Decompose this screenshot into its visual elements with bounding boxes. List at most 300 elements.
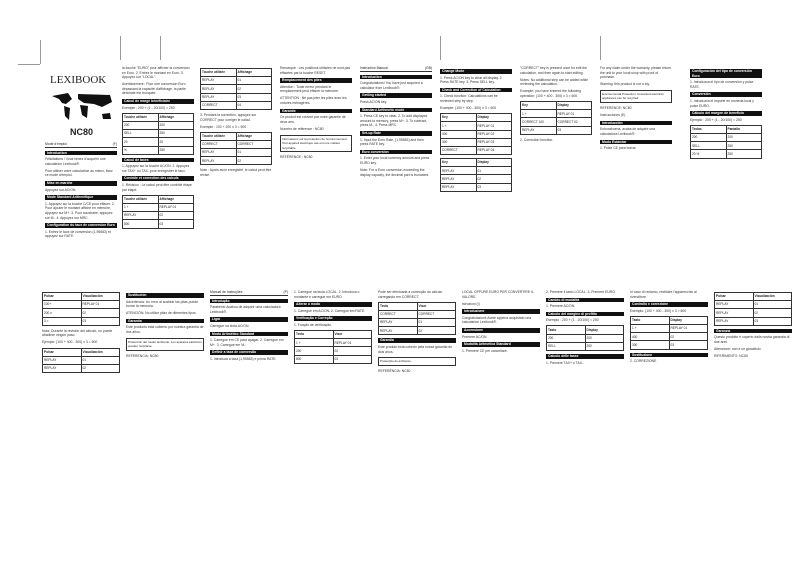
crop-mark (40, 40, 41, 64)
table-cell: REPLAY (201, 149, 237, 157)
table-row (43, 356, 120, 364)
paragraph: Attenzione: non è un giocattolo. (714, 347, 762, 352)
table-row (631, 316, 708, 324)
table-cell: 300 (631, 341, 670, 349)
model-name: NC80 (70, 127, 94, 137)
key-display-table (440, 113, 512, 155)
page-header-text: (GB) (424, 66, 432, 70)
crop-mark (440, 36, 441, 60)
section-heading: Getting started (360, 93, 432, 98)
table-cell: 250 (585, 342, 624, 350)
text-column (440, 66, 512, 195)
table-cell: 250 (158, 146, 194, 154)
section-heading: Calcul de taxes (122, 158, 194, 163)
paragraph: Félicitations ! Vous venez d'acquérir une calculatrice Lexibook®. (45, 157, 106, 166)
table-cell: REPLAY (441, 167, 477, 175)
paragraph: Example: you have entered the following operation: (100 + 400 - 300) x 3 = 600 (520, 89, 582, 98)
table-cell: 02 (81, 364, 120, 372)
section-heading: Garantía (126, 319, 204, 324)
section-heading: Sostituzione (630, 353, 708, 358)
section-heading: Modo Estándar (600, 140, 672, 145)
table-row (43, 309, 120, 317)
table-row (379, 310, 456, 318)
table-cell: REPLAY 01 (333, 339, 372, 347)
paragraph: ATTENTION : Ne pas jeter les piles avec les ordures ménagères. (280, 96, 347, 106)
table-cell: 20 (123, 138, 159, 146)
table-row (201, 69, 272, 77)
table-cell: Visor (333, 331, 372, 339)
table-cell: Affichage (158, 113, 194, 121)
section-heading: Change Mode (440, 69, 512, 74)
paragraph: Example: (100 + 400 - 300) x 3 = 600 (440, 106, 497, 111)
table-cell: 200 (726, 134, 762, 142)
table-cell: SELL (547, 342, 586, 350)
table-row (123, 130, 194, 138)
key-display-table (378, 302, 456, 336)
table-cell: 02 (236, 157, 272, 165)
table-cell: Pulsar (43, 348, 82, 356)
section-heading: Check and Correction of Calculation (440, 88, 512, 93)
table-cell: 03 (333, 355, 372, 363)
paragraph: 1. Premere CE per cancellare. (462, 348, 508, 353)
paragraph: Warning: this product is not a toy. (600, 82, 650, 87)
table-row (379, 327, 456, 335)
paragraph: 1. Enter your local currency amount and press EURO key. (360, 156, 430, 165)
section-heading: Introducción (600, 121, 672, 126)
section-heading: Modo Aritmético Standard (210, 332, 288, 337)
paragraph: 1. Carregue em AC/ON. 2. Carregue em RATE. (294, 308, 366, 313)
table-cell: 200 x (43, 309, 82, 317)
paragraph: Este produto está coberto pela nossa garantia de dois anos. (378, 345, 453, 354)
section-heading: Introdução (210, 299, 288, 304)
table-row (441, 122, 512, 130)
text-column (714, 290, 792, 361)
table-row (123, 146, 194, 154)
section-heading: Remplacement des piles (280, 78, 352, 83)
paragraph: Ejemplo: (100 + 400 - 300) x 3 = 600 (42, 340, 98, 345)
paragraph: Avertissement : Pour une conversion Euro dépassant la capacité d'affichage, la partie décimale est tronquée. (122, 82, 186, 96)
section-heading: Garantia (378, 338, 456, 343)
table-cell: CORRECT (201, 101, 237, 109)
table-cell: 02 (333, 347, 372, 355)
table-row (123, 195, 194, 203)
table-cell: REPLAY (715, 317, 754, 325)
table-cell: 03 (158, 220, 194, 228)
page-header-text: Mode d'emploi (45, 142, 67, 146)
crop-mark (18, 64, 40, 65)
text-column (520, 66, 592, 145)
table-cell: Display (476, 159, 512, 167)
table-cell: 02 (81, 309, 120, 317)
table-cell: 400 (631, 333, 670, 341)
page-header (45, 142, 117, 148)
table-cell: REPLAY (715, 301, 754, 309)
table-cell: CORRECT (417, 310, 456, 318)
table-cell: REPLAY (715, 309, 754, 317)
table-cell: 100+ (43, 301, 82, 309)
table-cell: 04 (236, 101, 272, 109)
paragraph: 1. Révision : Le calcul peut être contrôlé étape par étape. (122, 183, 192, 192)
table-cell: REPLAY 03 (476, 138, 512, 146)
table-cell: 01 (236, 77, 272, 85)
paragraph: 1. Introduzca el tipo de conversión y pulse RATE. (690, 80, 754, 89)
paragraph: For any claim under the warranty, please return the unit to your local shop with proof of purchase. (600, 66, 671, 80)
table-cell: REPLAY 01 (669, 325, 708, 333)
crop-mark (120, 36, 121, 60)
paragraph: Istruzioni (I) (462, 301, 480, 306)
page-header (360, 66, 432, 72)
section-heading: Calcul de marge bénéficiaire (122, 99, 194, 104)
text-column (462, 290, 540, 356)
paragraph: Premere AC/ON. (462, 334, 488, 339)
table-cell: 03 (476, 183, 512, 191)
table-cell: 01 (236, 149, 272, 157)
paragraph: 1. Check function: Calculations can be reviewed step by step. (440, 94, 498, 103)
table-cell: Touche utilisée (201, 69, 237, 77)
table-row (441, 146, 512, 154)
crop-mark (160, 36, 161, 60)
paragraph: 1. Pulse CE para borrar. (600, 146, 637, 151)
table-cell: 200 (691, 134, 727, 142)
text-column (546, 290, 624, 368)
paragraph: 1. Carregue em CE para apagar. 2. Carregue em M+. 3. Carregue em M-. (210, 338, 284, 347)
section-heading: Mode Standard Arithmétique (45, 195, 117, 200)
table-cell: CORRECT (379, 310, 418, 318)
table-row (715, 309, 792, 317)
paragraph: la touche "EURO" pour afficher la conversion en Euro. 2. Entrez le montant en Euro. 3. Appuyez sur "LOCAL". (122, 66, 190, 80)
table-cell: 250 (158, 130, 194, 138)
table-cell: REPLAY (441, 175, 477, 183)
table-cell: Affichage (158, 195, 194, 203)
paragraph: 1. Introduzca el importe en moneda local y pulse EURO. (690, 98, 754, 108)
table-row (201, 132, 272, 140)
table-cell: 1 + (295, 339, 334, 347)
paragraph: Notes: No additional step can be added while reviewing the calculation. (520, 77, 589, 87)
table-cell: CORRECT 02 (556, 118, 592, 126)
key-display-table (42, 292, 120, 326)
table-cell: REPLAY (201, 93, 237, 101)
table-cell: SELL (123, 130, 159, 138)
table-cell: Visualización (81, 293, 120, 301)
recycling-notice: Protecção do ambiente. (378, 357, 456, 366)
table-cell: 03 (81, 317, 120, 325)
table-cell: 02 (236, 85, 272, 93)
table-cell: 250 (726, 142, 762, 150)
paragraph: Exemple : 200 + (1 - 20/100) = 250 (122, 105, 175, 110)
table-cell: 200 (295, 347, 334, 355)
table-row (43, 293, 120, 301)
table-cell: CORRECT 100 (521, 118, 557, 126)
section-heading: Modalità Aritmetica Standard (462, 342, 540, 347)
table-cell: Teclas (691, 125, 727, 133)
table-cell: 1 + (631, 325, 670, 333)
table-row (201, 93, 272, 101)
table-row (201, 157, 272, 165)
world-map-image (50, 90, 115, 124)
key-display-table (440, 158, 512, 192)
table-cell: 200 (585, 334, 624, 342)
paragraph: LOCAL OPPURE EURO PER CONVERTIRE IL VALORE. (462, 290, 534, 299)
paragraph: Nota: Durante la revisión del cálculo, no puede añadirse ningún paso. (42, 328, 113, 338)
table-row (123, 113, 194, 121)
page-header (210, 290, 288, 296)
table-row (295, 339, 372, 347)
text-column (360, 66, 432, 180)
section-heading: Mise en marche (45, 181, 117, 186)
text-column (690, 66, 762, 162)
table-cell: REPLAY 04 (476, 146, 512, 154)
text-column (122, 66, 194, 232)
table-row (201, 140, 272, 148)
table-cell: Tecla (379, 302, 418, 310)
table-cell: Tasto (547, 326, 586, 334)
key-display-table (546, 325, 624, 351)
table-cell: 1 + (441, 122, 477, 130)
table-cell: Key (441, 114, 477, 122)
table-row (631, 341, 708, 349)
paragraph: 1. Press CE key to clear. 2. To add displayed amount to memory, press M+. 3. To subtract, press M-. 4. Press MRC. (360, 114, 428, 128)
paragraph: Attention : Toute erreur pendant le remplacement peut effacer la mémoire. (280, 84, 339, 94)
paragraph: Questo prodotto è coperto dalla nostra garanzia di due anni. (714, 335, 790, 344)
key-display-table (200, 132, 272, 166)
table-cell: Affichage (236, 69, 272, 77)
table-cell: Tasto (631, 316, 670, 324)
table-row (631, 325, 708, 333)
paragraph: 1. Entrez le taux de conversion (1,95583) et appuyez sur RATE. (45, 229, 111, 239)
table-row (521, 110, 592, 118)
key-display-table (122, 195, 194, 229)
table-row (691, 150, 762, 158)
section-heading: Configuration du taux de conversion Euro (45, 223, 117, 228)
section-heading: Alterar o modo (294, 302, 372, 307)
table-cell: Key (521, 102, 557, 110)
page-header-text: (F) (112, 142, 117, 146)
table-cell: 1 + (123, 203, 159, 211)
paragraph: Esempio: (100 + 400 - 300) x 3 = 600 (630, 308, 687, 313)
section-heading: Euro conversion (360, 150, 432, 155)
section-heading: Standard Arithmetic mode (360, 108, 432, 113)
paragraph: RIFERIMENTO: NC80 (714, 354, 748, 359)
table-row (547, 334, 624, 342)
section-heading: Accensione (462, 328, 540, 333)
table-cell: REPLAY 01 (556, 110, 592, 118)
paragraph: Ce produit est couvert par notre garantie de deux ans. (280, 115, 346, 124)
table-cell: Pantalla (726, 125, 762, 133)
table-cell: 1 + (521, 110, 557, 118)
section-heading: Calcolo del margine di profitto (546, 312, 624, 317)
table-cell: 03 (753, 317, 792, 325)
table-cell: 03 (669, 341, 708, 349)
table-cell: CORRECT (201, 140, 237, 148)
table-row (547, 326, 624, 334)
table-cell: 400 (441, 130, 477, 138)
table-row (521, 118, 592, 126)
paragraph: Appuyez sur AC/ON. (45, 187, 77, 192)
paragraph: REFERENCIA: NC80 (126, 353, 159, 358)
table-row (43, 317, 120, 325)
paragraph: 1. Press AC/ON key to clear all display. 2. Press RATE key. 3. Press SELL key. (440, 75, 503, 85)
table-row (715, 317, 792, 325)
table-cell: 02 (417, 327, 456, 335)
section-heading: Garanzia (714, 329, 792, 334)
text-column (600, 66, 672, 153)
table-row (201, 101, 272, 109)
brand-logo: LEXIBOOK (50, 74, 107, 86)
paragraph: REFERÊNCIA: NC80 (378, 368, 411, 373)
paragraph: Instrucciones (E) (600, 113, 626, 118)
section-heading: Sustitución (126, 293, 204, 298)
recycling-notice: Protección del medio ambiente. Los aparatos eléctricos pueden reciclarse. (126, 338, 204, 351)
table-row (691, 134, 762, 142)
section-heading: Ligar (210, 317, 288, 322)
table-cell: Visualización (81, 348, 120, 356)
table-cell: REPLAY 01 (158, 203, 194, 211)
table-cell: Touche utilisée (201, 132, 237, 140)
table-cell: Tecla (295, 331, 334, 339)
table-cell: 02 (669, 333, 708, 341)
section-heading: Definir a taxa de conversão (210, 350, 288, 355)
paragraph: Pode ser efectuada a correcção do cálculo carregando em CORRECT. (378, 290, 443, 299)
paragraph: Congratulazioni! Avete appena acquistato una calcolatrice Lexibook®. (462, 315, 532, 325)
table-row (547, 342, 624, 350)
table-row (441, 159, 512, 167)
table-cell: Visor (417, 302, 456, 310)
text-column (294, 290, 372, 367)
table-cell: 800 (123, 220, 159, 228)
paragraph: 3. Pendant la correction, appuyez sur CORRECT pour corriger le calcul. (200, 112, 257, 122)
table-row (123, 212, 194, 220)
text-column (126, 290, 204, 361)
section-heading: Controllo e correzione (630, 302, 708, 307)
table-cell: 20 (158, 138, 194, 146)
paragraph: 1. Função de verificação. (294, 322, 332, 327)
section-heading: Cambio di modalità (546, 298, 624, 303)
table-row (201, 149, 272, 157)
table-row (379, 319, 456, 327)
section-heading: Calcolo delle tasse (546, 354, 624, 359)
paragraph: 1. Premere TAX+ o TAX-. (546, 360, 585, 365)
table-cell: Display (556, 102, 592, 110)
paragraph: 1. Introduza a taxa (1,95583) e prima RATE. (210, 356, 277, 361)
table-cell: REPLAY (201, 85, 237, 93)
paragraph: 2. Premere il tasto LOCAL. 3. Premere EURO. (546, 290, 616, 294)
paragraph: Pour utiliser votre calculatrice au mieux, lisez ce mode d'emploi. (45, 168, 113, 178)
table-cell: 200 (158, 121, 194, 129)
table-row (379, 302, 456, 310)
text-column (42, 290, 120, 376)
table-row (441, 130, 512, 138)
key-display-table (690, 125, 762, 159)
paragraph: ATENCIÓN: No utilice pilas de diferentes tipos. (126, 311, 197, 316)
table-cell: REPLAY (201, 77, 237, 85)
section-heading: Garantie (280, 109, 352, 114)
table-cell: 300 (441, 138, 477, 146)
table-row (295, 347, 372, 355)
table-row (441, 167, 512, 175)
table-row (201, 77, 272, 85)
table-cell: SELL (691, 142, 727, 150)
table-row (123, 121, 194, 129)
table-cell: REPLAY 02 (476, 130, 512, 138)
paragraph: Note : Après avoir enregistré, le calcul peut être révisé. (200, 168, 272, 178)
paragraph: RÉFÉRENCE : NC80 (280, 155, 313, 160)
text-column (210, 290, 288, 364)
key-display-table (294, 330, 372, 364)
paragraph: 1. Premere AC/ON. (546, 304, 576, 309)
table-row (691, 142, 762, 150)
table-row (201, 85, 272, 93)
section-heading: Configuración del tipo de conversión Euro (690, 69, 762, 78)
table-row (441, 114, 512, 122)
table-cell: 200 (123, 121, 159, 129)
table-row (441, 138, 512, 146)
paragraph: Congratulations! You have just acquired a calculator from Lexibook®. (360, 81, 423, 90)
table-cell: REPLAY (521, 126, 557, 134)
table-cell: 01 (81, 356, 120, 364)
table-cell: 02 (158, 212, 194, 220)
table-row (521, 102, 592, 110)
paragraph: Ejemplo : 200 + (1 - 20/100) = 250 (690, 117, 742, 122)
table-cell: 01 (417, 319, 456, 327)
paragraph: Carregue na tecla AC/ON. (210, 323, 250, 328)
section-heading: Verificação e Correção (294, 316, 372, 321)
paragraph: Note: For a Euro conversion exceeding the display capacity, the decimal part is truncated. (360, 168, 430, 177)
text-column (200, 66, 272, 180)
paragraph: REFERENCE: NC80 (600, 106, 632, 111)
section-heading: Set-up Rate (360, 131, 432, 136)
crop-mark (600, 36, 601, 60)
paragraph: 1. Appuyez sur la touche AC/ON. 2. Appuyez sur TAX+ ou TAX- pour enregistrer le taux. (122, 164, 190, 173)
table-row (691, 125, 762, 133)
page-header-text: (P) (283, 290, 288, 294)
table-row (631, 333, 708, 341)
table-row (43, 301, 120, 309)
table-cell: Display (669, 316, 708, 324)
table-cell: Pulsar (715, 293, 754, 301)
table-cell: Visualización (753, 293, 792, 301)
table-cell: 02 (476, 175, 512, 183)
page-header-text: Manual de Instruções (210, 290, 243, 294)
table-cell: 20 % (691, 150, 727, 158)
paragraph: Press AC/ON key. (360, 99, 388, 104)
table-cell: % (123, 146, 159, 154)
table-row (123, 138, 194, 146)
table-row (123, 220, 194, 228)
key-display-table (520, 101, 592, 135)
table-cell: REPLAY (441, 183, 477, 191)
recycling-notice: Environmental Protection: Unwanted electrical appliances can be recycled. (600, 90, 672, 103)
paragraph: In caso di reclamo, restituire l'apparecchio al rivenditore. (630, 290, 697, 299)
table-cell: 03 (556, 126, 592, 134)
table-cell: REPLAY 01 (476, 122, 512, 130)
page-header-text: Instruction Manual (360, 66, 388, 70)
text-column (630, 290, 708, 366)
table-cell: REPLAY (123, 212, 159, 220)
recycling-notice: Informations sur la protection de l'environnement. Tout appareil électrique usé est une matière recyclable. (280, 135, 352, 153)
paragraph: Numéro de référence : NC80 (280, 126, 324, 131)
table-row (441, 183, 512, 191)
table-cell: REPLAY (379, 319, 418, 327)
table-cell: 250 (726, 150, 762, 158)
text-column (378, 290, 456, 376)
section-heading: Contrôle et correction des calculs (122, 176, 194, 181)
table-cell: 02 (753, 309, 792, 317)
paragraph: Esempio : 200 + (1 - 20/100) = 250 (546, 318, 599, 323)
table-cell: 01 (753, 301, 792, 309)
key-display-table (42, 348, 120, 374)
paragraph: Remarque : Les positions utilisées ne sont pas effacées par la touche RESET. (280, 66, 351, 75)
table-cell: 800 (295, 355, 334, 363)
